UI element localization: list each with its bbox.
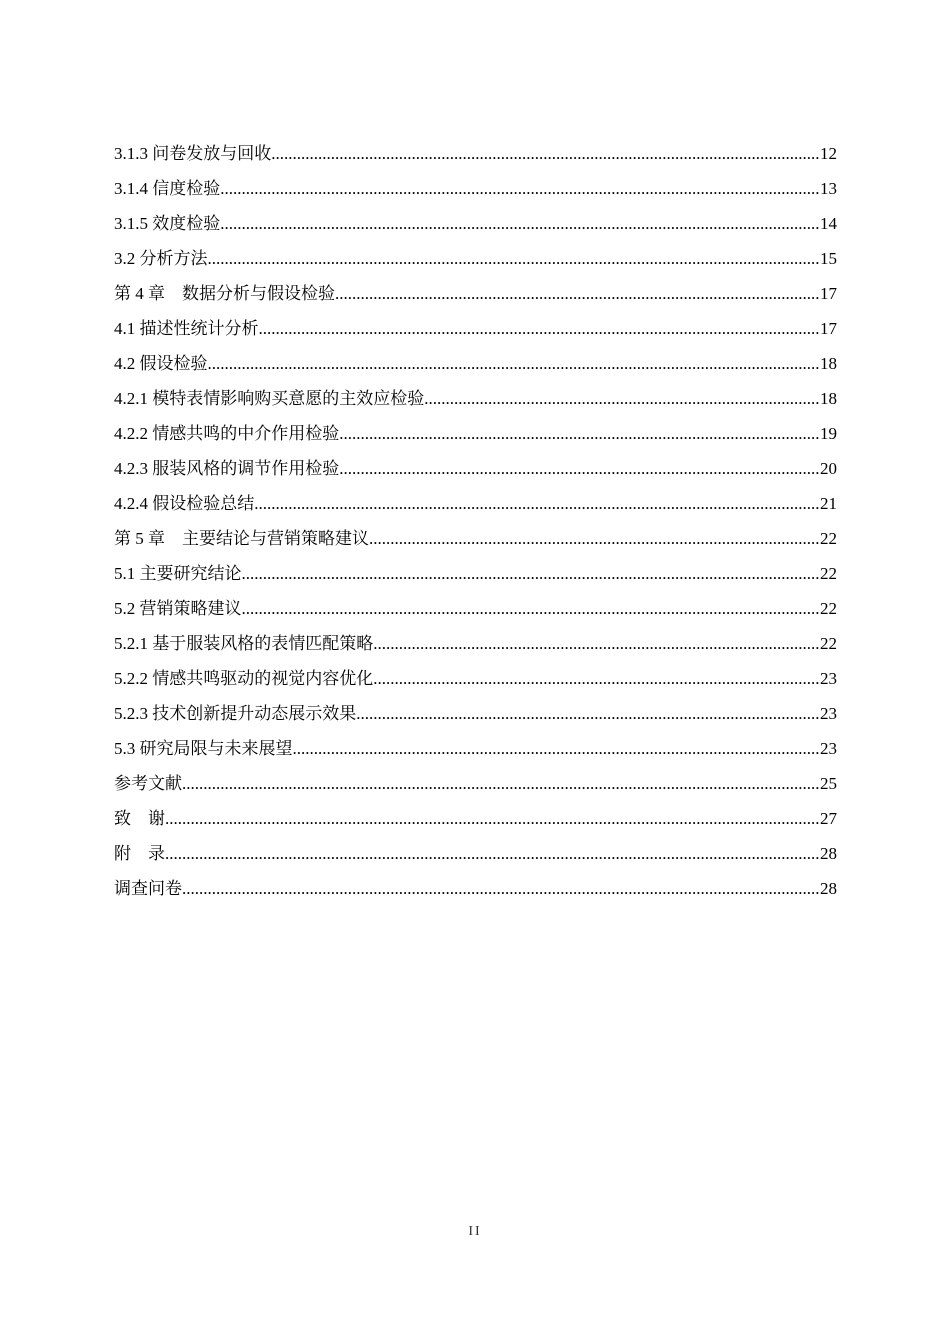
toc-entry[interactable] <box>114 799 837 834</box>
toc-entry[interactable] <box>114 204 837 239</box>
toc-entry-title: 5.2.2 情感共鸣驱动的视觉内容优化 <box>114 669 374 688</box>
toc-entry-title: 附 录 <box>114 844 165 863</box>
toc-entry-page: 22 <box>820 524 837 554</box>
toc-dot-leader <box>242 559 821 589</box>
toc-entry[interactable] <box>114 169 837 204</box>
toc-entry-title: 4.2.1 模特表情影响购买意愿的主效应检验 <box>114 389 425 408</box>
toc-entry[interactable] <box>114 869 837 904</box>
toc-entry[interactable] <box>114 694 837 729</box>
toc-entry[interactable] <box>114 554 837 589</box>
toc-entry-title: 3.1.3 问卷发放与回收 <box>114 144 272 163</box>
toc-dot-leader <box>293 734 821 764</box>
toc-entry[interactable] <box>114 239 837 274</box>
toc-entry[interactable] <box>114 589 837 624</box>
toc-entry-title: 4.2.3 服装风格的调节作用检验 <box>114 459 340 478</box>
toc-dot-leader <box>242 594 821 624</box>
toc-entry-page: 15 <box>820 244 837 274</box>
toc-entry-page: 17 <box>820 279 837 309</box>
toc-entry-title: 3.1.5 效度检验 <box>114 214 221 233</box>
toc-entry-page: 23 <box>820 664 837 694</box>
toc-entry-page: 25 <box>820 769 837 799</box>
page-number: II <box>468 1224 482 1239</box>
toc-entry[interactable] <box>114 449 837 484</box>
toc-dot-leader <box>271 139 820 169</box>
toc-entry-page: 22 <box>820 559 837 589</box>
toc-entry-title: 5.1 主要研究结论 <box>114 564 242 583</box>
toc-entry-page: 18 <box>820 349 837 379</box>
toc-entry[interactable] <box>114 729 837 764</box>
toc-entry[interactable] <box>114 274 837 309</box>
toc-dot-leader <box>254 489 820 519</box>
toc-entry-title: 4.2.2 情感共鸣的中介作用检验 <box>114 424 340 443</box>
toc-dot-leader <box>259 314 821 344</box>
toc-dot-leader <box>373 629 820 659</box>
toc-entry-title: 参考文献 <box>114 774 182 793</box>
toc-dot-leader <box>220 209 820 239</box>
toc-dot-leader <box>208 349 821 379</box>
toc-entry-page: 14 <box>820 209 837 239</box>
toc-entry-page: 22 <box>820 594 837 624</box>
toc-entry-page: 27 <box>820 804 837 834</box>
toc-dot-leader <box>182 769 820 799</box>
toc-dot-leader <box>165 839 820 869</box>
toc-entry-title: 5.3 研究局限与未来展望 <box>114 739 293 758</box>
toc-entry[interactable] <box>114 414 837 449</box>
toc-entry-title: 4.2 假设检验 <box>114 354 208 373</box>
toc-dot-leader <box>165 804 820 834</box>
toc-entry[interactable] <box>114 659 837 694</box>
toc-dot-leader <box>208 244 821 274</box>
toc-entry-page: 28 <box>820 839 837 869</box>
toc-entry-title: 5.2.3 技术创新提升动态展示效果 <box>114 704 357 723</box>
toc-entry-page: 23 <box>820 699 837 729</box>
toc-entry-page: 17 <box>820 314 837 344</box>
toc-entry-title: 3.2 分析方法 <box>114 249 208 268</box>
toc-entry-title: 致 谢 <box>114 809 165 828</box>
toc-entry-page: 19 <box>820 419 837 449</box>
toc-entry[interactable] <box>114 519 837 554</box>
toc-entry-title: 第 4 章 数据分析与假设检验 <box>114 284 335 303</box>
toc-entry-page: 12 <box>820 139 837 169</box>
toc-dot-leader <box>369 524 820 554</box>
toc-entry-page: 23 <box>820 734 837 764</box>
toc-dot-leader <box>424 384 820 414</box>
toc-entry-title: 4.1 描述性统计分析 <box>114 319 259 338</box>
toc-entry-title: 5.2.1 基于服装风格的表情匹配策略 <box>114 634 374 653</box>
toc-entry[interactable] <box>114 624 837 659</box>
toc-dot-leader <box>373 664 820 694</box>
toc-dot-leader <box>339 454 820 484</box>
toc-dot-leader <box>335 279 820 309</box>
table-of-contents <box>114 134 837 904</box>
toc-entry-title: 第 5 章 主要结论与营销策略建议 <box>114 529 369 548</box>
toc-entry[interactable] <box>114 344 837 379</box>
toc-entry-page: 28 <box>820 874 837 904</box>
toc-entry-page: 18 <box>820 384 837 414</box>
toc-entry[interactable] <box>114 309 837 344</box>
toc-entry-title: 3.1.4 信度检验 <box>114 179 221 198</box>
toc-dot-leader <box>182 874 820 904</box>
toc-entry[interactable] <box>114 764 837 799</box>
toc-dot-leader <box>220 174 820 204</box>
toc-entry-page: 13 <box>820 174 837 204</box>
toc-dot-leader <box>339 419 820 449</box>
toc-entry-page: 20 <box>820 454 837 484</box>
toc-entry[interactable] <box>114 134 837 169</box>
toc-entry-page: 21 <box>820 489 837 519</box>
toc-dot-leader <box>356 699 820 729</box>
toc-entry-title: 5.2 营销策略建议 <box>114 599 242 618</box>
toc-entry[interactable] <box>114 834 837 869</box>
toc-entry-page: 22 <box>820 629 837 659</box>
toc-entry[interactable] <box>114 484 837 519</box>
toc-entry[interactable] <box>114 379 837 414</box>
toc-entry-title: 调查问卷 <box>114 879 182 898</box>
toc-entry-title: 4.2.4 假设检验总结 <box>114 494 255 513</box>
